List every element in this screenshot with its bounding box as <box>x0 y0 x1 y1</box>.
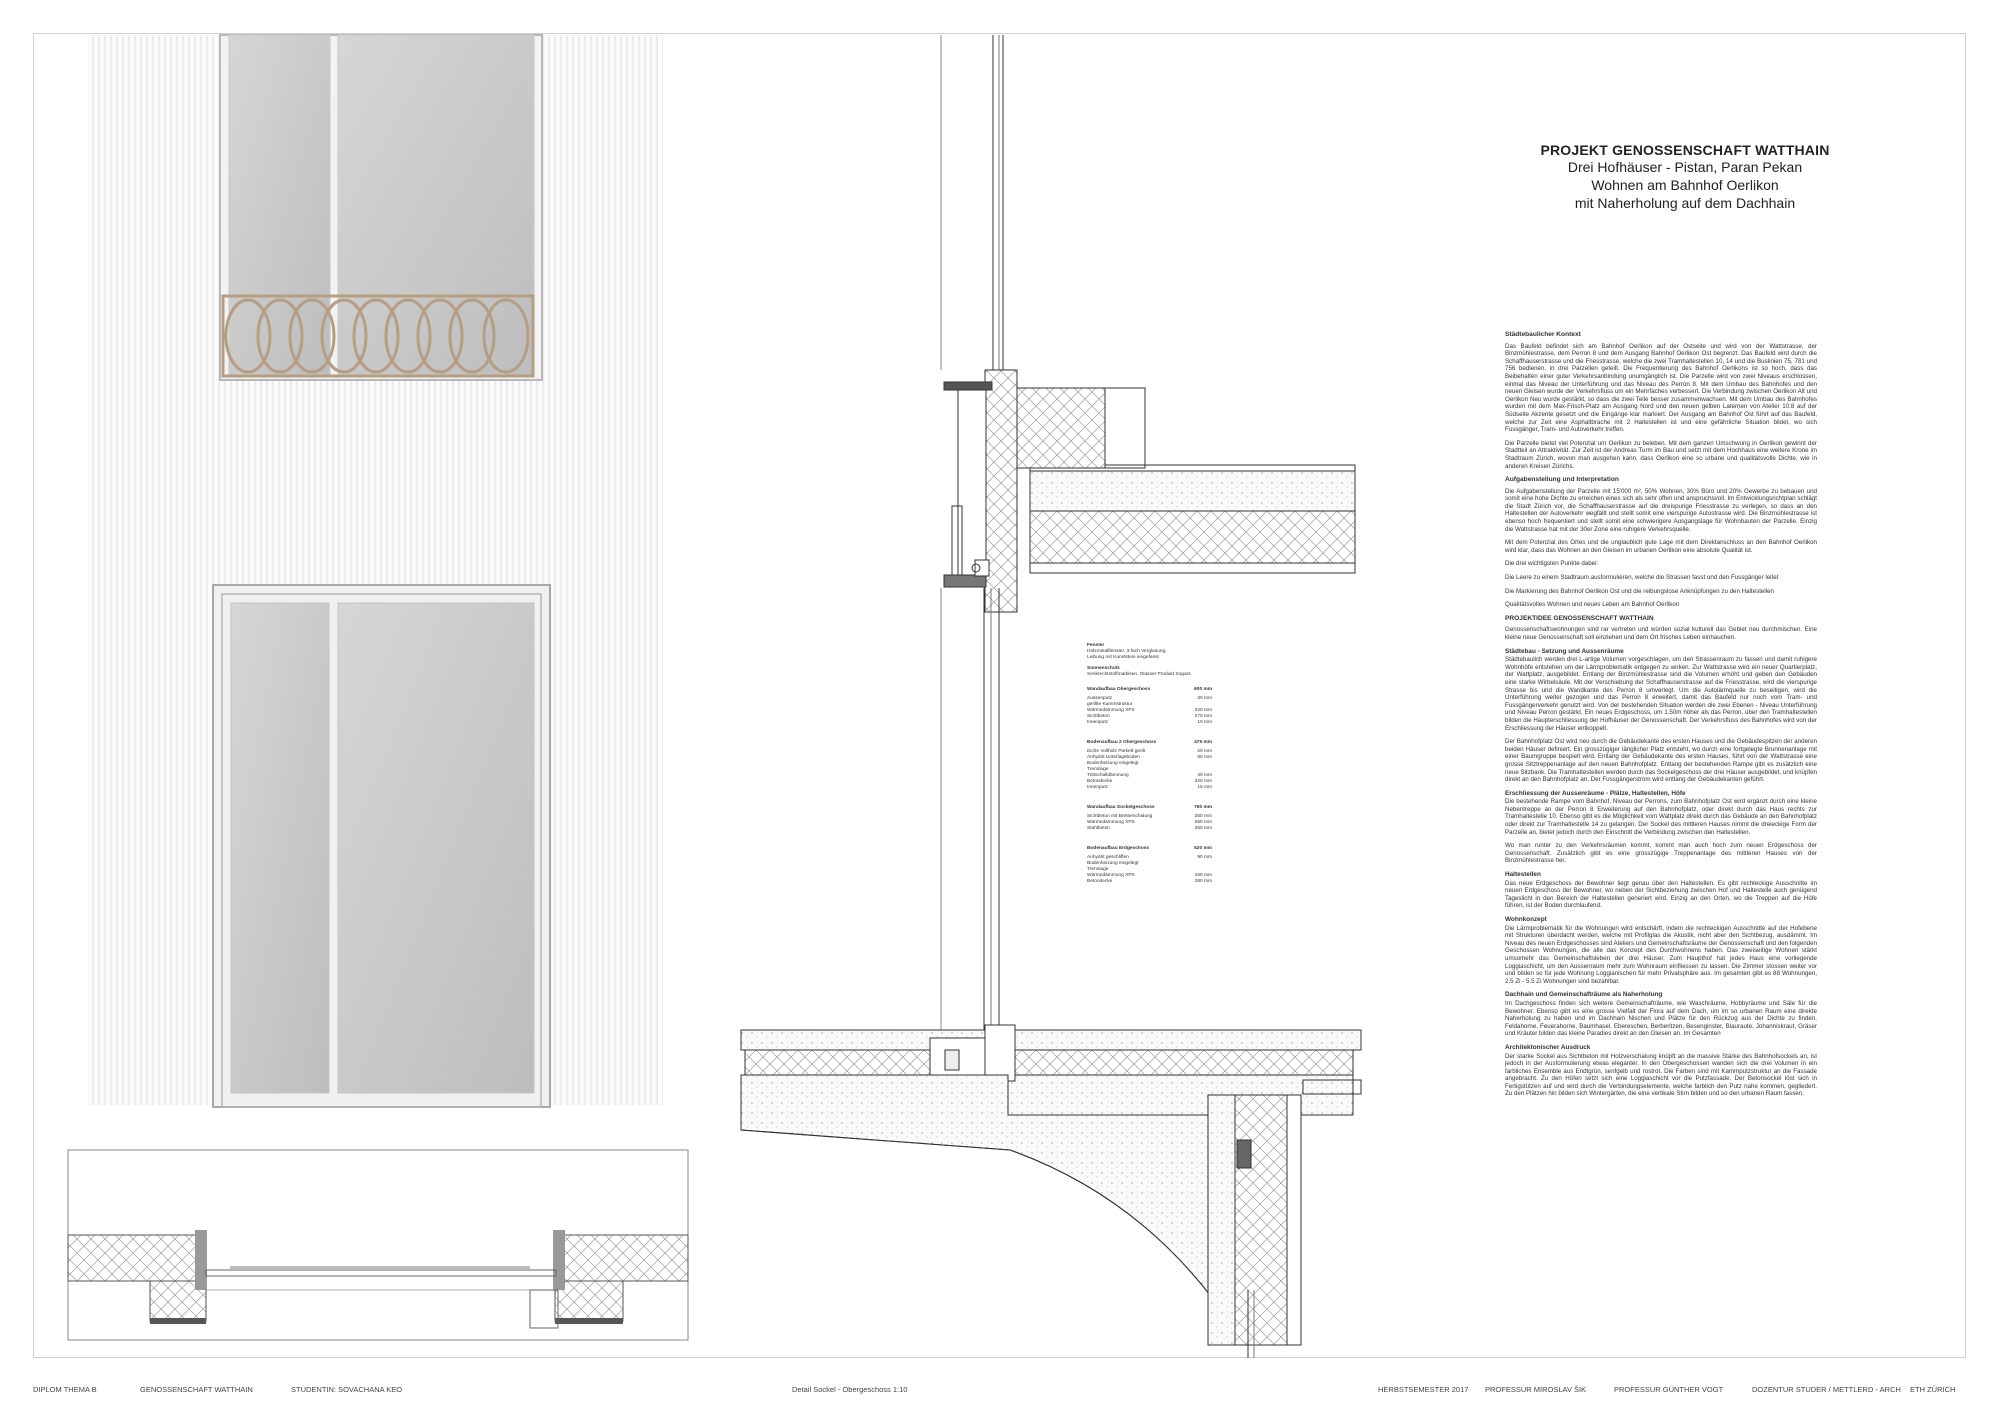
idea-heading: PROJEKTIDEE GENOSSENSCHAFT WATTHAIN <box>1505 614 1654 622</box>
spec-row-thickness: 150 mm <box>1194 873 1212 878</box>
spec-row <box>1087 826 1212 832</box>
title-block <box>1495 142 1875 212</box>
footer-prof-1: PROFESSUR MIROSLAV ŠIK <box>1485 1385 1587 1394</box>
spec-row-thickness: 10 mm <box>1197 720 1212 725</box>
spec-layer-title: Bodenaufbau 2 Obergeschoss <box>1087 740 1157 745</box>
spec-row-thickness: 80 mm <box>1197 755 1212 760</box>
footer-semester: HERBSTSEMESTER 2017 <box>1378 1385 1469 1394</box>
footer-dozentur: DOZENTUR STUDER / METTLER <box>1752 1385 1868 1394</box>
spec-row-material: gerillte Kammstruktur <box>1087 702 1133 707</box>
spec-layer-total: 600 mm <box>1194 687 1212 692</box>
section-paragraph: Die Markierung des Bahnhof Oerlikon Ost und die reibungslose Anknüpfungen zu den Haltestellen <box>1505 587 1774 595</box>
spec-sonnenschutz-title: Sonnenschutz <box>1087 666 1120 671</box>
subsection-heading: Architektonischer Ausdruck <box>1505 1043 1591 1051</box>
spec-layer-title: Bodenaufbau Erdgeschoss <box>1087 846 1150 851</box>
subsection-heading: Erschliessung der Aussenräume - Plätze, Haltestellen, Höfe <box>1505 789 1686 797</box>
spec-layer-title: Wandaufbau Obergeschoss <box>1087 687 1151 692</box>
spec-row-thickness: 280 mm <box>1194 879 1212 884</box>
spec-row <box>1087 879 1212 885</box>
spec-row-material: Betondecke <box>1087 879 1113 884</box>
spec-row-material: Anhydrit Unterlagsboden <box>1087 755 1140 760</box>
spec-row-thickness: 260 mm <box>1194 820 1212 825</box>
spec-row-material: Wärmedämmung XPS <box>1087 708 1135 713</box>
plan-detail <box>68 1150 688 1340</box>
spec-row-material: Innenputz <box>1087 785 1109 790</box>
footer-diplom: DIPLOM THEMA B <box>33 1385 97 1394</box>
spec-row-material: Bodenheizung eingelegt <box>1087 761 1139 766</box>
spec-row-material: Trennlage <box>1087 767 1109 772</box>
idea-intro: Genossenschaftswohnungen sind rar vertreten und würden sozial kulturell das Gebiet neu durchmischen. Eine kleine neue Genossenschaft soll einziehen und dem Ort frisches Leben einhauchen. <box>1505 626 1817 641</box>
spec-row-material: Wärmedämmung XPS <box>1087 820 1135 825</box>
spec-row-thickness: 15 mm <box>1197 785 1212 790</box>
project-description <box>1505 325 1817 1104</box>
spec-row-material: Bodenheizung eingelegt <box>1087 861 1139 866</box>
spec-row-thickness: 220 mm <box>1194 708 1212 713</box>
spec-fenster-line: Holzmetallfenster, 3-fach Verglasung, <box>1087 649 1167 654</box>
spec-layer <box>1087 846 1212 885</box>
spec-row-material: Stahlbeton <box>1087 826 1110 831</box>
section-paragraph: Die Leere zu einem Stadtraum ausformulieren, welche die Strassen fasst und den Fussgänger leitet <box>1505 574 1779 582</box>
facade-elevation <box>88 35 663 1107</box>
footer-drawing-title: Detail Sockel - Obergeschoss 1:10 <box>792 1385 908 1394</box>
subsection-paragraph: Die bestehende Rampe vom Bahnhof, Niveau der Perrons, zum Bahnhofplatz Ost wird ergänzt durch eine kleine Nebentreppe an der Perron 8 Erweiterung auf den Bahnhofplatz, oder direkt durch das Haus rechts zur Tramhaltestelle 10. Ebenso gibt es die Möglichkeit vom Wattplatz direkt durch das Gebäude an den Bahnhofplatz oder direkt zur Tramhaltestelle 14 zu gelangen. Der Sockel des mittleren Hauses nimmt die dreieckige Form der Parzelle an, bietet jedoch durch den Einschnitt die Verbindung zwischen den Haltestellen. <box>1505 798 1817 836</box>
footer-project: GENOSSENSCHAFT WATTHAIN <box>140 1385 253 1394</box>
spec-layer-total: 475 mm <box>1194 740 1212 745</box>
section-paragraph: Die Aufgabenstellung der Parzelle mit 15'000 m², 50% Wohnen, 30% Büro und 20% Gewerbe zu bebauen und somit eine hohe Dichte zu erreichen eines sich als sehr offen und anspruchsvoll. Im Entwicklungsrichtplan schlägt die Stadt Zürich vor, die Schaffhauserstrasse auf die dreispurige Friesstrasse zu verlegen, so dass an den Haltestellen der Autoverkehr wegfällt und stellt somit eine vierspurige Autostrasse wird. Die Binzmühlestrasse ist ebenso hoch frequentiert und stellt somit eine schwierigere Ausgangslage für Wohnbauten der Parzelle. Einzig die Wattstrasse hat mit der 30er Zone eine ruhigere Verkehrsquelle. <box>1505 487 1817 533</box>
section-paragraph: Mit dem Potenzial des Ortes und die unglaublich gute Lage mit dem Direktanschluss an den Bahnhof Oerlikon wird klar, dass das Wohnen an den Gleisen im urbanen Oerlikon eine absolute Qualität ist. <box>1505 539 1817 554</box>
lower-window <box>213 585 550 1107</box>
footer-student: STUDENTIN: SOVACHANA KEO <box>291 1385 403 1394</box>
spec-layer <box>1087 740 1212 791</box>
subsection-heading: Haltestellen <box>1505 871 1541 879</box>
spec-sonnenschutz-line: Senkrechtstoffmarkisen, Glasser Produkt Sogars <box>1087 672 1191 677</box>
subtitle-line-1: Drei Hofhäuser - Pistan, Paran Pekan <box>1567 159 1803 175</box>
spec-row-material: Wärmedämmung XPS <box>1087 873 1135 878</box>
spec-fenster-title: Fenster <box>1087 643 1105 648</box>
spec-row-material: Eiche Vollholz Parkett geölt <box>1087 749 1146 754</box>
footer-prof-2: PROFESSUR GÜNTHER VOGT <box>1614 1385 1724 1394</box>
construction-spec <box>1087 643 1212 899</box>
spec-layer-title: Wandaufbau Sockelgeschoss <box>1087 805 1155 810</box>
subsection-paragraph: Das neue Erdgeschoss der Bewohner liegt genau über den Haltestellen. Es gibt rechteckige Ausschnitte im neuen Erdgeschoss der Bewohner, wo neben der Sichtbeziehung zwischen Hof und Haltestelle auch genügend Tageslicht in den Bereich der Haltestellen generiert wird. Einzig an den Orten, wo die Treppen auf die Höfe führen, ist der Boden durchlaufend. <box>1505 879 1817 910</box>
section-paragraph: Qualitätsvolles Wohnen und neues Leben am Bahnhof Oerlikon <box>1505 601 1680 609</box>
subsection-paragraph: Die Lärmproblematik für die Wohnungen wird entschärft, indem die rechteckigen Ausschnitte auf der Hofebene mit Strukturen überdacht werden, welche mit Profilglas die Akustik, nicht aber den Sichtbezug, ausdämmt. Im Niveau des neuen Erdgeschosses sind Ateliers und Gemeinschaftsräume der Genossenschaft und den folgenden Geschossen Wohnungen, die alle das Konzept des Durchwohnens haben. Das zweiseitige Wohnen stärkt umsomehr das Gemeinschaftsleben der drei Häuser. Zum Haupthof hat jedes Haus eine vorliegende Loggiaschicht, um den Aussenraum mehr zum Wohnraum einfliessen zu lassen. Die Zimmer stossen weiter vor und bilden so für jede Wohnung Loggianischen für mehr Privatsphäre aus. Im gesamten gibt es 88 Wohnungen, 2.5 Zi - 5.5 Zi Wohnungen sind bezahlbar. <box>1505 924 1817 985</box>
section-heading: Aufgabenstellung und Interpretation <box>1505 476 1619 484</box>
subtitle-line-3: mit Naherholung auf dem Dachhain <box>1574 195 1796 211</box>
section-paragraph: Die Parzelle bietet viel Potenzial um Oerlikon zu beleben. Mit dem ganzen Umschwung in Oerlikon gewinnt der Stadtteil an Attraktivität. Zur Zeit ist der Andreas Turm im Bau und setzt mit dem Hochhaus eine weitere Krone im Stadtraum Zürich, wovon man ausgehen kann, dass Oerlikon eine so urbane und qualitätsvolle Dichte, wie in anderen Kreisen Zürichs. <box>1505 439 1817 470</box>
spec-row <box>1087 785 1212 791</box>
spec-layer <box>1087 805 1212 832</box>
spec-layer-header <box>1087 846 1212 852</box>
vertical-section <box>741 35 1361 1358</box>
spec-layer <box>1087 687 1212 726</box>
subsection-heading: Dachhain und Gemeinschafträume als Naherholung <box>1505 991 1663 999</box>
spec-row-material: Sichtbeton mit Bretterschalung <box>1087 814 1153 819</box>
section-paragraph: Die drei wichtigsten Punkte dabei: <box>1505 560 1599 568</box>
spec-row-material: Innenputz <box>1087 720 1109 725</box>
spec-layer-header <box>1087 740 1212 746</box>
spec-layers <box>1087 687 1212 885</box>
project-title: PROJEKT GENOSSENSCHAFT WATTHAIN <box>1540 142 1830 158</box>
subsection-paragraph: Wo man runter zu den Verkehrsräumen kommt, kommt man auch hoch zum neuen Erdgeschoss der Genossenschaft. Zusätzlich gibt es eine grosszügige Treppenanlage des mittleren Hauses von der Binzmühlestrasse her. <box>1505 842 1817 865</box>
subsection-heading: Städtebau - Setzung und Aussenräume <box>1505 647 1624 655</box>
spec-row <box>1087 720 1212 726</box>
spec-row-material: Sichtbeton <box>1087 714 1110 719</box>
subsection-heading: Wohnkonzept <box>1505 916 1547 923</box>
subsection-paragraph: Städtebaulich werden drei L-artige Volumen vorgeschlagen, um den Strassenraum zu fassen und damit ruhigere Wohnhöfe entstehen um der Lärmproblematik entgegen zu wirken. Zur Wattstrasse wird ein neuer Quartierplatz, der Wattplatz, ausgebildet. Entlang der Binzmühlestrasse sind die Volumen erhöht und geben den Gebäuden eine starke Wirbelsäule. Mit der Verschiebung der Schaffhauserstrasse auf die Friesstrasse, wird die vierspurige Strasse bis und die Wandkante des Perron 8 umverlegt. Um die Autolärmquelle zu beseitigen, wird die Unterführung weiter gezogen und das Perron 8 erweitert, damit das Baufeld nur noch vom Tram- und Fussgängerverkehr genutzt wird. Von der bestehenden Situation werden die zwei Ebenen - Niveau Unterführung und Niveau Perron gestärkt. Ein neues Erdgeschoss, um 1.50m höher als das Perron, über den Tramhaltestellen bilden die Haupterschliessung der Hofhäuser der Genossenschaft. Der Verkehrsfluss des Bahnhofes wird von der Erschliessung der Häuser entkoppelt. <box>1505 656 1817 732</box>
spec-row-thickness: 250 mm <box>1194 814 1212 819</box>
spec-layer-header <box>1087 805 1212 811</box>
spec-row-material: Trennlage <box>1087 867 1109 872</box>
subsection-paragraph: Der Bahnhofplatz Ost wird neu durch die Gebäudekante des ersten Hauses und die Gebäudespitzen der anderen beiden Häuser definiert. Ein grosszügiger länglicher Platz entsteht, wo durch eine fortgelegte Brunnenanlage mit einer Baumgruppe bespielt wird. Entlang der Gebäudekante des ersten Hauses, führt von der Wattstrasse eine grosse Sitztreppenanlage auf den neuen Bahnhofplatz. Entlang der bestehenden Rampe gibt es zusätzlich eine neue Sitzbank. Die Tramhaltestellen werden durch das Sockelgeschoss der drei Häuser ausgebildet, und knüpfen direkt an den Bahnhofplatz an. Der Fussgängerstrom wird entlang der Gebäudekanten geführt. <box>1505 738 1817 784</box>
spec-row-thickness: 20 mm <box>1197 749 1212 754</box>
subtitle-line-2: Wohnen am Bahnhof Oerlikon <box>1591 177 1779 193</box>
spec-row-material: Aussenputz <box>1087 696 1113 701</box>
subsection-paragraph: Im Dachgeschoss finden sich weitere Gemeinschafträume, wie Waschräume, Hobbyräume und Säle für die Bewohner. Ebenso gibt es eine grosse Vielfalt der Flora auf dem Dach, um im so urbanen Raum eine direkte Naherholung zu haben und im Dachhain Nischen und Plätze für den Rückzug aus der Dichte zu finden. Feldahorne, Feuerahorne, Baumhasel, Ebereschen, Berberitzen, Besenginster, Blauraute, Johanniskraut, Gräser und Kräuter bilden das kleine Paradies direkt an den Gleisen an. Im Gesamten <box>1505 999 1817 1038</box>
spec-fenster-line: Leibung mit Kunststein eingefasst <box>1087 655 1159 660</box>
spec-row-thickness: 250 mm <box>1194 826 1212 831</box>
spec-row-material: Betondecke <box>1087 779 1113 784</box>
section-heading: Städtebaulicher Kontext <box>1505 331 1581 338</box>
spec-row-material: Trittschalldämmung <box>1087 773 1129 778</box>
section-paragraph: Das Baufeld befindet sich am Bahnhof Oerlikon auf der Ostseite und wird von der Wattstrasse, der Binzmühlestrasse, dem Perron 8 und dem Ausgang Bahnhof Oerlikon Ost begrenzt. Das Baufeld wird durch die Schaffhauserstrasse und die Friesstrasse, welche die zwei Tramhaltestellen 10, 14 und die Buslinien 75, 781 und 756 bedienen, in drei Parzellen geteilt. Die Frequentierung des Bahnhof Oerlikons ist so hoch, dass das Beibehalten einer guter Verkehrsanbindung unumgänglich ist. Die Parzelle wird von zwei Niveaus erschlossen, einmal das Niveau der Unterführung und das Niveau des Perron 8. Mit dem Umbau des Bahnhofes und den neuen Gleisen wurde der Verkehrsfluss um ein Mehrfaches verbessert. Die Verbindung zwischen Oerlikon Alt und Oerlikon Neu wurde gestärkt, so dass die zwei Teile besser zusammenwachsen. Mit dem Umbau des Bahnhofes wurden mit dem Max-Frisch-Platz am Ausgang Nord und den neuen gelben Laternen von Atelier 10:8 auf der Südseite Akzente gesetzt und die Eingänge klar markiert. Der Ausgang am Bahnhof Ost führt auf das Baufeld, welche zur Zeit eine Asphaltbrache mit 2 Haltestellen ist und eine gefährliche Situation bildet, wo sich Fussgänger, Tram- und Autoverkehr treffen. <box>1505 342 1817 434</box>
footer-eth: ETH ZÜRICH <box>1910 1385 1956 1394</box>
spec-row-thickness: 90 mm <box>1197 855 1212 860</box>
spec-row-thickness: 30 mm <box>1197 696 1212 701</box>
spec-row-material: Anhydrit geschliffen <box>1087 855 1129 860</box>
spec-row-thickness: 270 mm <box>1194 714 1212 719</box>
spec-layer-total: 520 mm <box>1194 846 1212 851</box>
footer-darch: D - ARCH <box>1868 1385 1901 1394</box>
subsection-paragraph: Der starke Sockel aus Sichtbeton mit Holzverschalung knüpft an die massive Stärke des Bahnhofsockels an, ist jedoch in der Ausformulierung etwas eleganter. In den Obergeschossen wanden sich die drei Volumen in ein farbliches Ensemble aus Endtgrün, senfgelb und rostrot. Die Farben sind mit Kammputzstruktur an die Fassade angebracht. Zu den Höfen setzt sich eine Loggiaschicht vor die Putzfassade. Der Betonsockel löst sich in Fertigstützen auf und wird durch die Verbindungselemente, welche farblich den Putz nahe kommen, gegliedert. Zu den Plätzen hin bilden sich Wintergärten, die eine vertikale Stirn bilden und so den urbanen Raum fassen. <box>1505 1052 1817 1098</box>
spec-layer-header <box>1087 687 1212 693</box>
spec-row-thickness: 320 mm <box>1194 779 1212 784</box>
spec-row-thickness: 40 mm <box>1197 773 1212 778</box>
spec-layer-total: 760 mm <box>1194 805 1212 810</box>
